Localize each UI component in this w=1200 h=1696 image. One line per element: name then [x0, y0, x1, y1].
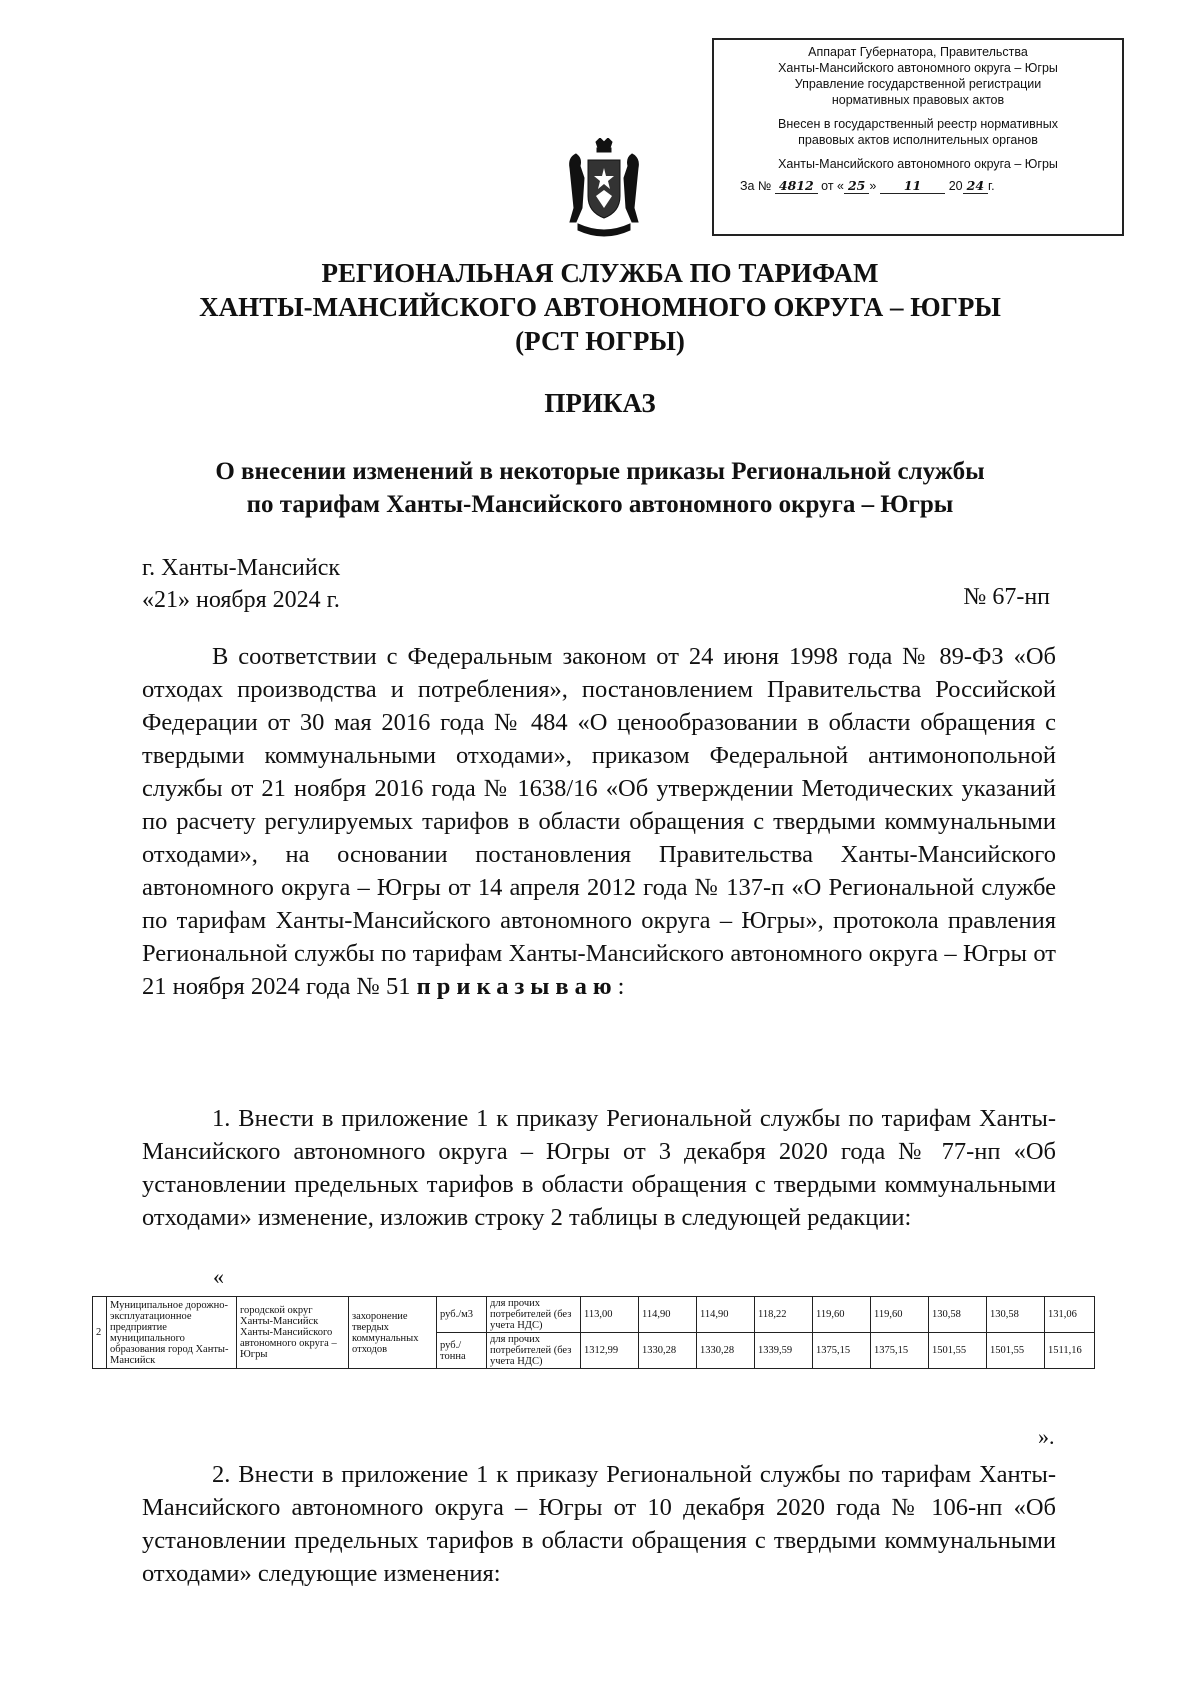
- table-cell-value: 113,00: [581, 1297, 639, 1333]
- stamp-line: Ханты-Мансийского автономного округа – Югры: [778, 157, 1058, 171]
- table-cell-unit: руб./м3: [437, 1297, 487, 1333]
- document-place-date: [142, 552, 340, 616]
- tariff-table: [92, 1296, 1095, 1369]
- table-cell-value: 1330,28: [697, 1333, 755, 1369]
- table-cell-value: 118,22: [755, 1297, 813, 1333]
- table-cell-value: 1375,15: [813, 1333, 871, 1369]
- order-word: приказываю: [416, 973, 618, 1000]
- organization-name: РЕГИОНАЛЬНАЯ СЛУЖБА ПО ТАРИФАМ ХАНТЫ-МАНСИЙСКОГО АВТОНОМНОГО ОКРУГА – ЮГРЫ (РСТ ЮГРЫ): [199, 258, 1001, 356]
- document-date: «21» ноября 2024 г.: [142, 587, 340, 613]
- table-cell-value: 114,90: [639, 1297, 697, 1333]
- table-cell-value: 1501,55: [987, 1333, 1045, 1369]
- table-cell-value: 119,60: [813, 1297, 871, 1333]
- stamp-line: Аппарат Губернатора, Правительства: [808, 45, 1028, 59]
- stamp-line: Ханты-Мансийского автономного округа – Югры: [778, 61, 1058, 75]
- document-city: г. Ханты-Мансийск: [142, 555, 341, 581]
- table-cell-activity: захоронение твердых коммунальных отходов: [349, 1297, 437, 1369]
- table-cell-value: 1339,59: [755, 1333, 813, 1369]
- table-cell-value: 131,06: [1045, 1297, 1095, 1333]
- stamp-reg-number: 4812: [775, 178, 818, 194]
- quote-open: «: [213, 1264, 224, 1289]
- stamp-reg-month: 11: [880, 178, 945, 194]
- document-number: № 67-нп: [963, 584, 1050, 610]
- registration-stamp: [712, 38, 1124, 236]
- table-cell-operator: Муниципальное дорожно-эксплуатационное предприятие муниципального образования город Ханты-Мансийск: [107, 1297, 237, 1369]
- preamble-paragraph: В соответствии с Федеральным законом от 24 июня 1998 года № 89-ФЗ «Об отходах производства и потребления», постановлением Правительства Российской Федерации от 30 мая 2016 года № 484 «О ценообразовании в области обращения с твердыми коммунальными отходами», приказом Федеральной антимонопольной службы от 21 ноября 2016 года № 1638/16 «Об утверждении Методических указаний по расчету регулируемых тарифов в области обращения с твердыми коммунальными отходами», на основании постановления Правительства Ханты-Мансийского автономного округа – Югры от 14 апреля 2012 года № 137-п «О Региональной службе по тарифам Ханты-Мансийского автономного округа – Югры», протокола правления Региональной службы по тарифам Ханты-Мансийского автономного округа – Югры от 21 ноября 2024 года № 51 приказываю:: [142, 643, 1056, 1000]
- stamp-registration-line: За № 4812 от « 25 » 11 20 24 г.: [740, 178, 995, 193]
- quote-close: ».: [1038, 1424, 1055, 1449]
- document-type: ПРИКАЗ: [544, 388, 656, 418]
- stamp-reg-year: 24: [963, 178, 988, 194]
- table-row: [93, 1297, 1095, 1333]
- table-cell-value: 1330,28: [639, 1333, 697, 1369]
- table-cell-value: 1375,15: [871, 1333, 929, 1369]
- coat-of-arms-icon: [566, 138, 642, 242]
- table-cell-value: 114,90: [697, 1297, 755, 1333]
- table-cell-value: 130,58: [987, 1297, 1045, 1333]
- document-subject: О внесении изменений в некоторые приказы Региональной службы по тарифам Ханты-Мансийского автономного округа – Югры: [215, 458, 985, 518]
- preamble-text: В соответствии с Федеральным законом от 24 июня 1998 года № 89-ФЗ «Об отходах производства и потребления», постановлением Правительства Российской Федерации от 30 мая 2016 года № 484 «О ценообразовании в области обращения с твердыми коммунальными отходами», приказом Федеральной антимонопольной службы от 21 ноября 2016 года № 1638/16 «Об утверждении Методических указаний по расчету регулируемых тарифов в области обращения с твердыми коммунальными отходами», на основании постановления Правительства Ханты-Мансийского автономного округа – Югры от 14 апреля 2012 года № 137-п «О Региональной службе по тарифам Ханты-Мансийского автономного округа – Югры», протокола правления Региональной службы по тарифам Ханты-Мансийского автономного округа – Югры от 21 ноября 2024 года № 51: [142, 643, 1056, 1000]
- table-cell-unit: руб./тонна: [437, 1333, 487, 1369]
- stamp-line: нормативных правовых актов: [831, 93, 1005, 107]
- table-cell-value: 119,60: [871, 1297, 929, 1333]
- table-cell-value: 1511,16: [1045, 1333, 1095, 1369]
- table-cell-consumer: для прочих потребителей (без учета НДС): [487, 1297, 581, 1333]
- item-1-paragraph: 1. Внести в приложение 1 к приказу Региональной службы по тарифам Ханты-Мансийского автономного округа – Югры от 3 декабря 2020 года № 77-нп «Об установлении предельных тарифов в области обращения с твердыми коммунальными отходами» изменение, изложив строку 2 таблицы в следующей редакции:: [142, 1105, 1056, 1231]
- table-cell-value: 1501,55: [929, 1333, 987, 1369]
- table-cell-value: 130,58: [929, 1297, 987, 1333]
- stamp-line: Внесен в государственный реестр нормативных: [778, 117, 1058, 131]
- table-cell-row-number: 2: [93, 1297, 107, 1369]
- table-cell-territory: городской округ Ханты-Мансийск Ханты-Мансийского автономного округа – Югры: [237, 1297, 349, 1369]
- stamp-reg-day: 25: [844, 178, 869, 194]
- item-2-paragraph: 2. Внести в приложение 1 к приказу Региональной службы по тарифам Ханты-Мансийского автономного округа – Югры от 10 декабря 2020 года № 106-нп «Об установлении предельных тарифов в области обращения с твердыми коммунальными отходами» следующие изменения:: [142, 1461, 1056, 1587]
- table-cell-value: 1312,99: [581, 1333, 639, 1369]
- table-cell-consumer: для прочих потребителей (без учета НДС): [487, 1333, 581, 1369]
- stamp-line: Управление государственной регистрации: [794, 77, 1042, 91]
- stamp-line: правовых актов исполнительных органов: [798, 133, 1038, 147]
